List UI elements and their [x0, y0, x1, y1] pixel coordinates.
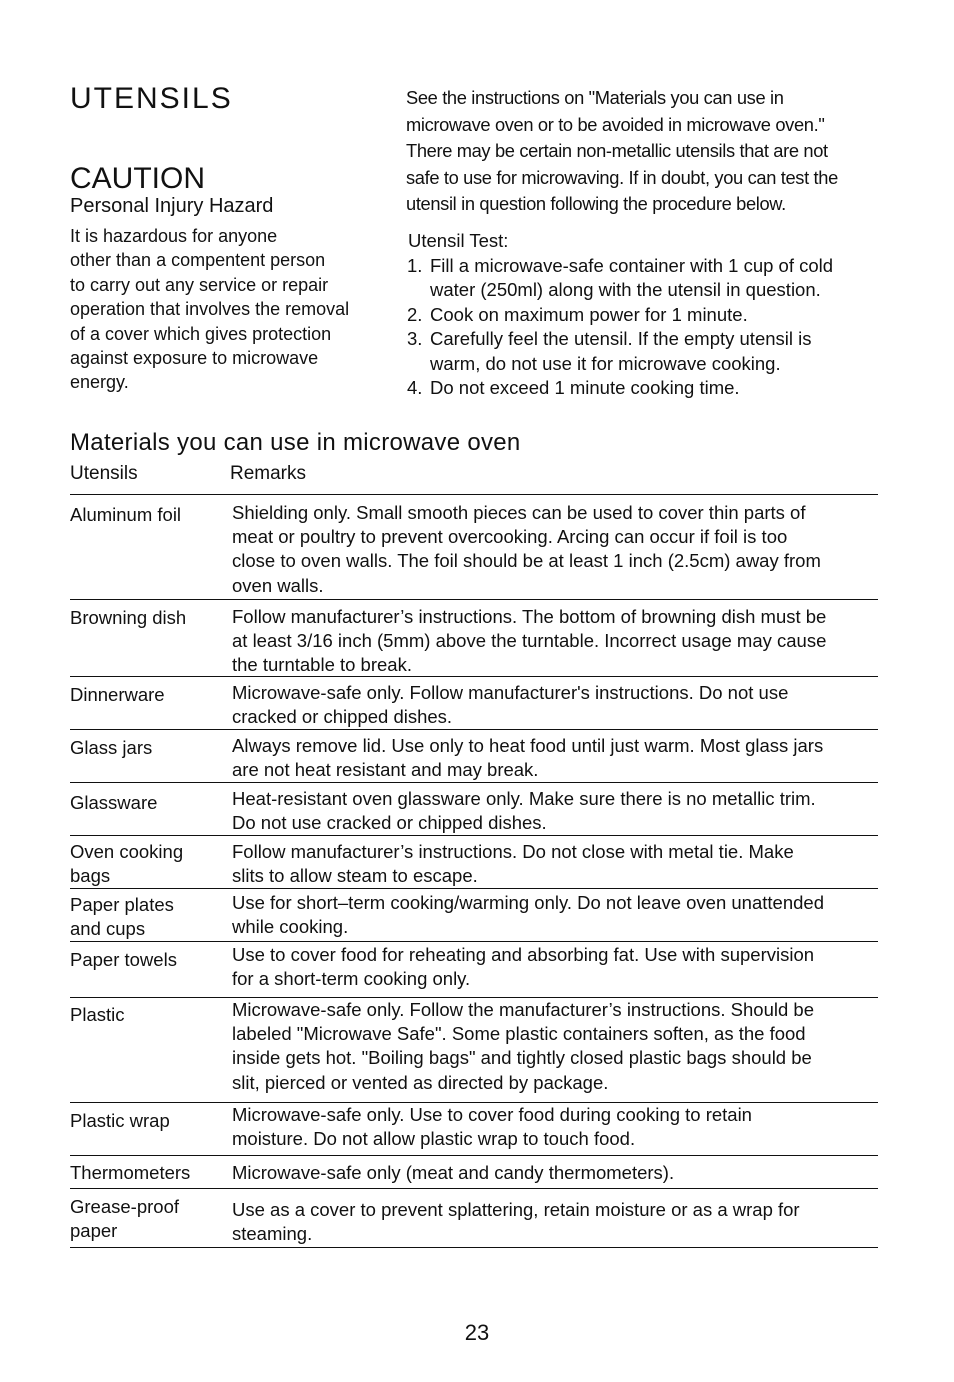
- remarks-cell: [232, 943, 892, 991]
- remarks-line: steaming.: [232, 1223, 313, 1245]
- page-title: UTENSILS: [70, 82, 233, 115]
- remarks-line: Use for short–term cooking/warming only. Do not leave oven unattended: [232, 892, 824, 913]
- remarks-cell: [232, 1161, 892, 1185]
- remarks-cell: [232, 998, 892, 1095]
- utensil-cell: [70, 840, 220, 888]
- utensil-cell: [70, 606, 220, 630]
- utensil-name: Thermometers: [70, 1162, 191, 1183]
- utensil-name: Paper plates: [70, 894, 174, 915]
- step-number: 4.: [407, 377, 423, 399]
- caution-body: [70, 224, 390, 395]
- remarks-line: inside gets hot. "Boiling bags" and tightly closed plastic bags should be: [232, 1047, 812, 1069]
- remarks-cell: [232, 840, 892, 888]
- table-row: [70, 1102, 878, 1155]
- test-step: [407, 254, 833, 303]
- remarks-line: Heat-resistant oven glassware only. Make sure there is no metallic trim.: [232, 788, 816, 809]
- remarks-cell: [232, 681, 892, 729]
- remarks-line: Microwave-safe only. Follow the manufacturer’s instructions. Should be: [232, 999, 814, 1020]
- utensil-cell: [70, 736, 220, 760]
- remarks-line: are not heat resistant and may break.: [232, 759, 539, 781]
- remarks-line: slit, pierced or vented as directed by package.: [232, 1071, 609, 1093]
- remarks-line: meat or poultry to prevent overcooking. Arcing can occur if foil is too: [232, 526, 788, 548]
- table-row: [70, 494, 878, 599]
- caution-title: CAUTION: [70, 162, 205, 195]
- remarks-line: Do not use cracked or chipped dishes.: [232, 812, 547, 834]
- utensil-test-steps: [407, 254, 833, 400]
- remarks-line: Follow manufacturer’s instructions. Do not close with metal tie. Make: [232, 841, 794, 862]
- step-text: water (250ml) along with the utensil in question.: [430, 279, 821, 301]
- intro-line: microwave oven or to be avoided in microwave oven.": [406, 113, 825, 135]
- intro-line: There may be certain non-metallic utensils that are not: [406, 140, 828, 162]
- utensil-name: bags: [70, 865, 111, 886]
- utensil-name: Browning dish: [70, 607, 187, 628]
- utensil-cell: [70, 503, 220, 527]
- remarks-cell: [232, 1103, 892, 1151]
- table-row: [70, 941, 878, 997]
- utensil-cell: [70, 1195, 220, 1243]
- test-step: [407, 376, 833, 400]
- remarks-line: Microwave-safe only. Follow manufacturer's instructions. Do not use: [232, 682, 789, 703]
- remarks-line: at least 3/16 inch (5mm) above the turntable. Incorrect usage may cause: [232, 630, 827, 652]
- column-header-remarks: Remarks: [230, 463, 307, 484]
- remarks-cell: [232, 605, 892, 678]
- utensil-name: Plastic wrap: [70, 1110, 170, 1131]
- remarks-cell: [232, 891, 892, 939]
- utensil-name: Grease-proof: [70, 1196, 179, 1217]
- intro-line: safe to use for microwaving. If in doubt, you can test the: [406, 166, 838, 188]
- table-row: [70, 782, 878, 835]
- utensil-cell: [70, 1161, 220, 1185]
- remarks-line: the turntable to break.: [232, 654, 412, 676]
- caution-line: to carry out any service or repair: [70, 274, 329, 295]
- step-text: Fill a microwave-safe container with 1 cup of cold: [430, 255, 834, 276]
- step-number: 2.: [407, 303, 423, 325]
- page-number: 23: [464, 1320, 490, 1345]
- table-row: [70, 676, 878, 729]
- utensil-name: Plastic: [70, 1004, 125, 1025]
- test-step: [407, 327, 833, 376]
- caution-line: energy.: [70, 372, 129, 393]
- utensil-cell: [70, 791, 220, 815]
- utensil-test-title: Utensil Test:: [408, 230, 509, 251]
- intro-paragraph: [406, 85, 886, 218]
- utensil-name: Glass jars: [70, 737, 153, 758]
- materials-title: Materials you can use in microwave oven: [70, 429, 521, 456]
- table-row: [70, 835, 878, 888]
- step-text: Cook on maximum power for 1 minute.: [430, 303, 748, 325]
- table-row: [70, 1155, 878, 1188]
- caution-line: of a cover which gives protection: [70, 323, 332, 344]
- remarks-line: slits to allow steam to escape.: [232, 865, 478, 887]
- caution-line: other than a compentent person: [70, 250, 326, 271]
- caution-line: against exposure to microwave: [70, 348, 319, 369]
- utensil-name: paper: [70, 1220, 118, 1241]
- hazard-subtitle: Personal Injury Hazard: [70, 195, 274, 217]
- remarks-line: moisture. Do not allow plastic wrap to touch food.: [232, 1128, 636, 1150]
- step-number: 1.: [407, 255, 423, 276]
- intro-line: See the instructions on "Materials you can use in: [406, 87, 784, 108]
- utensil-name: and cups: [70, 918, 146, 939]
- remarks-line: Use as a cover to prevent splattering, retain moisture or as a wrap for: [232, 1199, 800, 1220]
- remarks-line: Use to cover food for reheating and absorbing fat. Use with supervision: [232, 944, 815, 965]
- remarks-line: Microwave-safe only (meat and candy thermometers).: [232, 1162, 675, 1183]
- test-step: [407, 303, 833, 327]
- step-number: 3.: [407, 328, 423, 350]
- remarks-line: close to oven walls. The foil should be at least 1 inch (2.5cm) away from: [232, 550, 821, 572]
- remarks-line: Follow manufacturer’s instructions. The bottom of browning dish must be: [232, 606, 827, 627]
- caution-line: It is hazardous for anyone: [70, 226, 278, 246]
- utensil-cell: [70, 683, 220, 707]
- remarks-line: oven walls.: [232, 574, 324, 596]
- step-text: Carefully feel the utensil. If the empty utensil is: [430, 328, 812, 350]
- step-text: Do not exceed 1 minute cooking time.: [430, 377, 740, 399]
- remarks-cell: [232, 734, 892, 782]
- remarks-line: Microwave-safe only. Use to cover food during cooking to retain: [232, 1104, 752, 1125]
- remarks-cell: [232, 1198, 892, 1246]
- utensil-cell: [70, 948, 220, 972]
- utensil-name: Glassware: [70, 792, 158, 813]
- utensil-name: Aluminum foil: [70, 504, 182, 525]
- table-row: [70, 1188, 878, 1248]
- table-row: [70, 599, 878, 676]
- utensil-cell: [70, 1109, 220, 1133]
- utensil-cell: [70, 1003, 220, 1027]
- utensil-name: Dinnerware: [70, 684, 165, 705]
- remarks-line: Always remove lid. Use only to heat food until just warm. Most glass jars: [232, 735, 824, 756]
- remarks-cell: [232, 787, 892, 835]
- remarks-line: while cooking.: [232, 916, 349, 938]
- table-row: [70, 888, 878, 941]
- remarks-line: Shielding only. Small smooth pieces can be used to cover thin parts of: [232, 502, 806, 523]
- remarks-line: for a short-term cooking only.: [232, 968, 471, 990]
- remarks-line: labeled "Microwave Safe". Some plastic containers soften, as the food: [232, 1023, 806, 1045]
- step-text: warm, do not use it for microwave cooking.: [430, 352, 781, 374]
- remarks-line: cracked or chipped dishes.: [232, 706, 453, 728]
- column-header-utensils: Utensils: [70, 463, 138, 484]
- intro-line: utensil in question following the procedure below.: [406, 193, 786, 215]
- utensil-name: Paper towels: [70, 949, 177, 970]
- utensil-cell: [70, 893, 220, 941]
- remarks-cell: [232, 501, 892, 598]
- caution-line: operation that involves the removal: [70, 299, 350, 320]
- materials-table: [70, 494, 878, 1248]
- table-row: [70, 997, 878, 1102]
- utensil-name: Oven cooking: [70, 841, 184, 862]
- table-row: [70, 729, 878, 782]
